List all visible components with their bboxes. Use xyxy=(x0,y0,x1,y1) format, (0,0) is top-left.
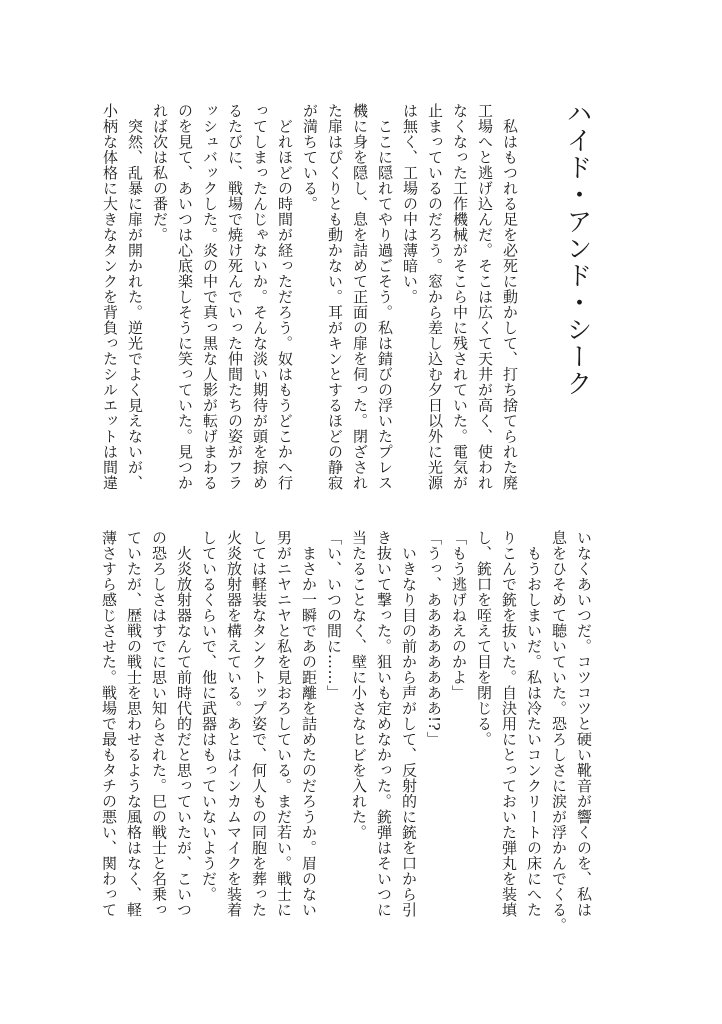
text-line: りこんで銃を抜いた。自決用にとっておいた弾丸を装填 xyxy=(500,530,518,918)
text-line: どれほどの時間が経っただろう。奴はもうどこかへ行 xyxy=(276,103,294,491)
text-line: 機に身を隠し、息を詰めて正面の扉を伺った。閉ざされ xyxy=(351,103,369,491)
text-line: た扉はぴくりとも動かない。耳がキンとするほどの静寂 xyxy=(326,103,344,491)
text-line: のを見て、あいつは心底楽しそうに笑っていた。見つか xyxy=(176,103,194,491)
text-line: し、銃口を咥えて目を閉じる。 xyxy=(475,530,493,747)
text-line: 「い、いつの間に……」 xyxy=(325,530,343,701)
text-line: 私はもつれる足を必死に動かして、打ち捨てられた廃 xyxy=(501,103,519,491)
text-line: もうおしまいだ。私は冷たいコンクリートの床にへた xyxy=(525,530,543,918)
text-line: まさか一瞬であの距離を詰めたのだろうか。眉のない xyxy=(300,530,318,918)
text-line: き抜いて撃った。狙いも定めなかった。銃弾はそいつに xyxy=(375,530,393,918)
text-line: 小柄な体格に大きなタンクを背負ったシルエットは間違 xyxy=(101,103,119,491)
text-line: しては軽装なタンクトップ姿で、何人もの同胞を葬った xyxy=(250,530,268,918)
text-line: ってしまったんじゃないか。そんな淡い期待が頭を掠め xyxy=(251,103,269,491)
text-line: 火炎放射器なんて前時代的だと思っていたが、こいつ xyxy=(175,530,193,918)
text-line: が満ちている。 xyxy=(301,103,319,212)
story-title: ハイド・アンド・シーク xyxy=(562,100,592,397)
text-line: 突然、乱暴に扉が開かれた。逆光でよく見えないが、 xyxy=(126,103,144,491)
upper-text-block xyxy=(97,103,522,503)
text-line: いきなり目の前から声がして、反射的に銃を口から引 xyxy=(400,530,418,918)
text-line: しているくらいで、他に武器はもっていないようだ。 xyxy=(200,530,218,902)
text-line: 男がニヤニヤと私を見おろしている。まだ若い。戦士に xyxy=(275,530,293,918)
text-line: の恐ろしさはすでに思い知らされた。巳の戦士と名乗っ xyxy=(150,530,168,918)
lower-text-block xyxy=(96,530,596,940)
text-line: 当たることなく、壁に小さなヒビを入れた。 xyxy=(350,530,368,840)
text-line: 止まっているのだろう。窓から差し込む夕日以外に光源 xyxy=(426,103,444,491)
text-line: 薄さすら感じさせた。戦場で最もタチの悪い、関わって xyxy=(100,530,118,918)
text-line: ていたが、歴戦の戦士を思わせるような風格はなく、軽 xyxy=(125,530,143,918)
text-line: ッシュバックした。炎の中で真っ黒な人影が転げまわる xyxy=(201,103,219,491)
text-line: 息をひそめて聴いていた。恐ろしさに涙が浮かんでくる。 xyxy=(550,530,568,933)
text-line: 「もう逃げねえのかよ」 xyxy=(450,530,468,701)
text-line: 工場へと逃げ込んだ。そこは広くて天井が高く、使われ xyxy=(476,103,494,491)
text-line: いなくあいつだ。コツコツと硬い靴音が響くのを、私は xyxy=(575,530,593,918)
text-line: 火炎放射器を構えている。あとはインカムマイクを装着 xyxy=(225,530,243,918)
text-line: れば次は私の番だ。 xyxy=(151,103,169,243)
text-line: なくなった工作機械がそこら中に残されていた。電気が xyxy=(451,103,469,491)
text-line: 「うっ、ああああああああ!?」 xyxy=(425,530,443,747)
text-line: るたびに、戦場で焼け死んでいった仲間たちの姿がフラ xyxy=(226,103,244,491)
text-line: ここに隠れてやり過ごそう。私は錆びの浮いたプレス xyxy=(376,103,394,491)
text-line: は無く、工場の中は薄暗い。 xyxy=(401,103,419,305)
